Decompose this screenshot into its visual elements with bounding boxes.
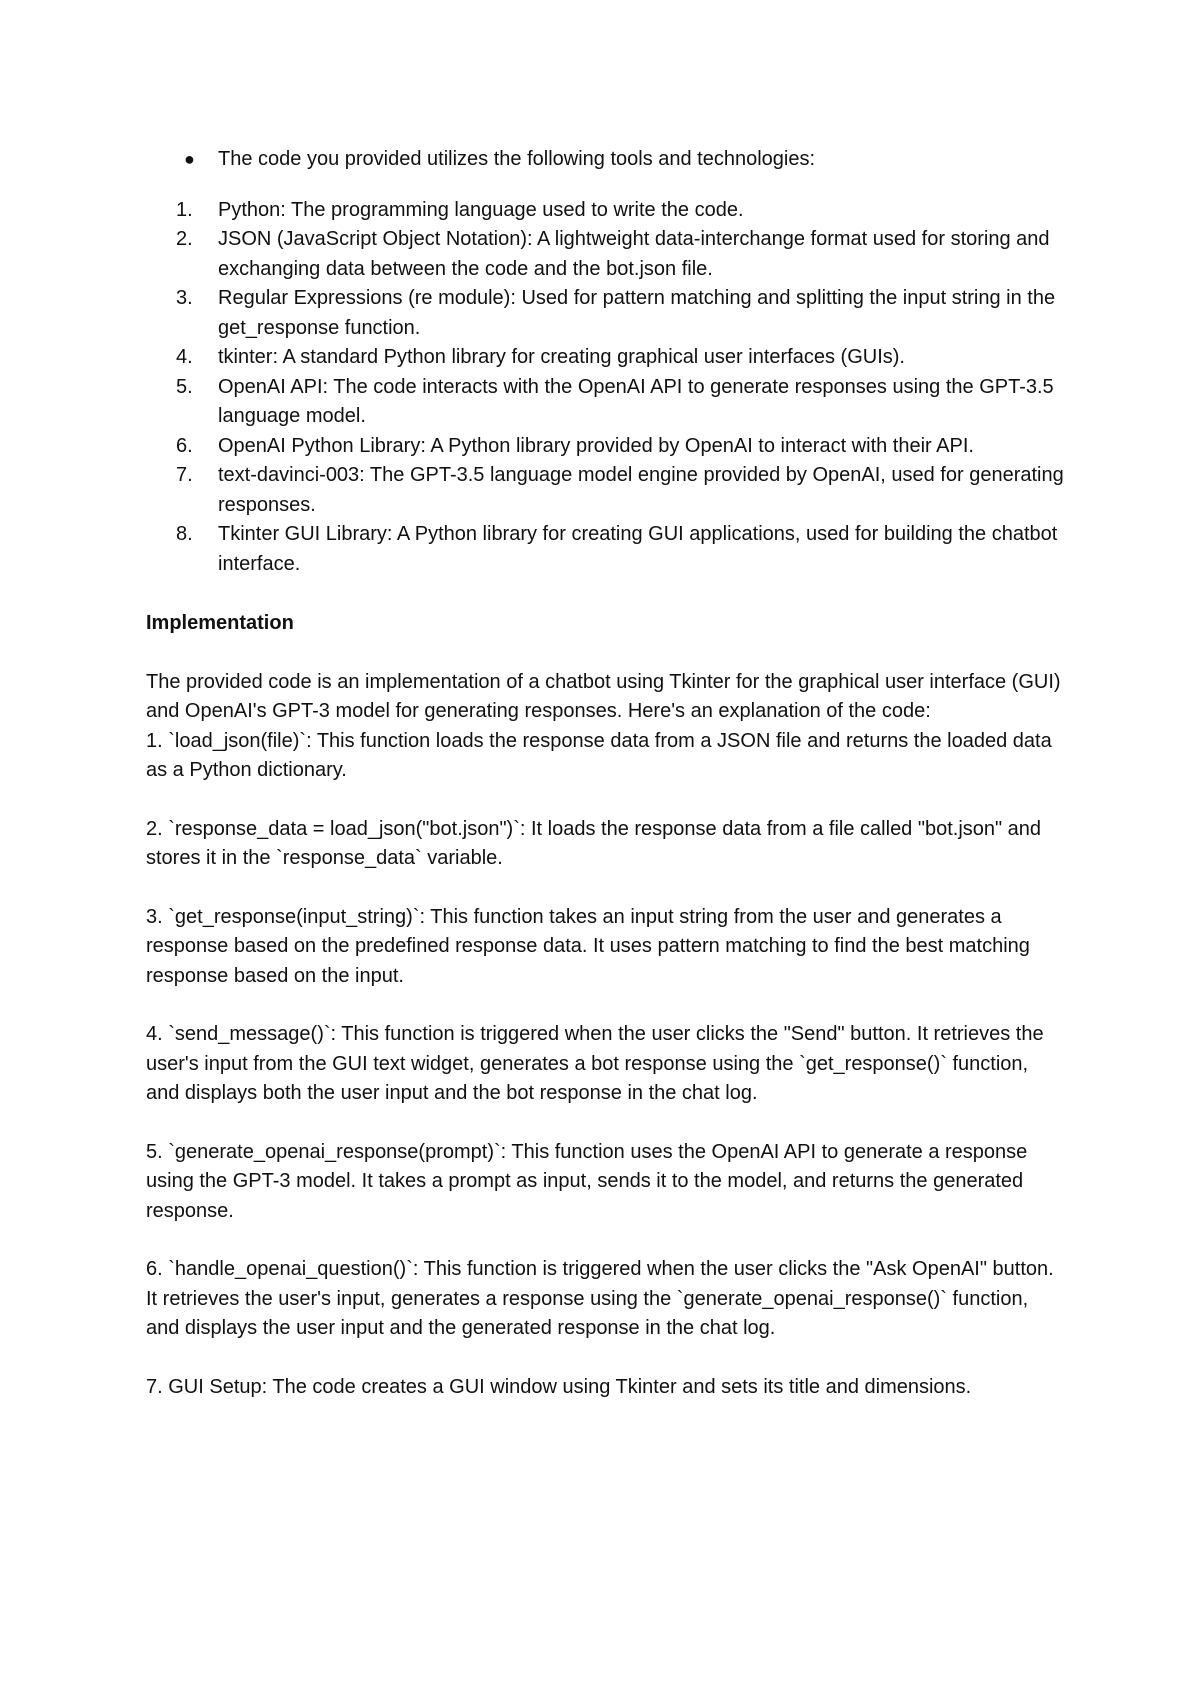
section-heading: Implementation — [146, 612, 294, 634]
list-item-number: 2. — [176, 228, 193, 250]
bullet-icon: ● — [184, 149, 195, 169]
list-item-text: Tkinter GUI Library: A Python library for creating GUI applications, used for building the chatbot interface. — [218, 523, 1058, 575]
list-item-number: 3. — [176, 287, 193, 309]
list-item-number: 8. — [176, 523, 193, 545]
list-item — [146, 284, 1066, 343]
list-item-text: Regular Expressions (re module): Used for pattern matching and splitting the input string in the get_response function. — [218, 287, 1056, 339]
list-item — [146, 373, 1066, 432]
list-item — [146, 432, 1066, 462]
list-item-text: text-davinci-003: The GPT-3.5 language model engine provided by OpenAI, used for generating responses. — [218, 464, 1064, 516]
list-item-text: OpenAI API: The code interacts with the OpenAI API to generate responses using the GPT-3.5 language model. — [218, 375, 1054, 427]
step-paragraph-2: 2. `response_data = load_json("bot.json")`: It loads the response data from a file called "bot.json" and stores it in the `response_data` variable. — [146, 817, 1042, 869]
list-item-number: 7. — [176, 464, 193, 486]
document-body — [146, 145, 1066, 1402]
step-paragraph-6: 6. `handle_openai_question()`: This function is triggered when the user clicks the "Ask OpenAI" button. It retrieves the user's input, generates a response using the `generate_openai_response()` function, and displays the user input and the generated response in the chat log. — [146, 1258, 1054, 1339]
intro-bullet-text: The code you provided utilizes the following tools and technologies: — [218, 148, 816, 170]
step-paragraph-3: 3. `get_response(input_string)`: This function takes an input string from the user and generates a response based on the predefined response data. It uses pattern matching to find the best matching response based on the input. — [146, 905, 1030, 987]
list-item-text: JSON (JavaScript Object Notation): A lightweight data-interchange format used for storing and exchanging data between the code and the bot.json file. — [218, 228, 1050, 280]
list-item-text: tkinter: A standard Python library for creating graphical user interfaces (GUIs). — [218, 346, 905, 368]
step-paragraph-4: 4. `send_message()`: This function is triggered when the user clicks the "Send" button. It retrieves the user's input from the GUI text widget, generates a bot response using the `get_response()` function, and displays both the user input and the bot response in the chat log. — [146, 1023, 1044, 1104]
list-item-number: 6. — [176, 434, 193, 457]
list-item-number: 1. — [176, 198, 193, 221]
step-paragraph-7: 7. GUI Setup: The code creates a GUI window using Tkinter and sets its title and dimensions. — [146, 1375, 972, 1398]
list-item-number: 4. — [176, 346, 193, 368]
list-item — [146, 520, 1066, 579]
list-item — [146, 461, 1066, 520]
step-paragraph-5: 5. `generate_openai_response(prompt)`: This function uses the OpenAI API to generate a response using the GPT-3 model. It takes a prompt as input, sends it to the model, and returns the generated response. — [146, 1140, 1028, 1222]
list-item-number: 5. — [176, 375, 193, 398]
tools-list — [146, 196, 1066, 580]
intro-bullet-item — [146, 145, 1066, 175]
list-item — [146, 343, 1066, 373]
step-paragraph-1: 1. `load_json(file)`: This function loads the response data from a JSON file and returns the loaded data as a Python dictionary. — [146, 729, 1052, 781]
list-item-text: Python: The programming language used to write the code. — [218, 198, 744, 221]
list-item — [146, 225, 1066, 284]
list-item-text: OpenAI Python Library: A Python library provided by OpenAI to interact with their API. — [218, 434, 974, 457]
implementation-intro: The provided code is an implementation of a chatbot using Tkinter for the graphical user interface (GUI) and OpenAI's GPT-3 model for generating responses. Here's an explanation of the code: — [146, 670, 1061, 722]
list-item — [146, 196, 1066, 226]
